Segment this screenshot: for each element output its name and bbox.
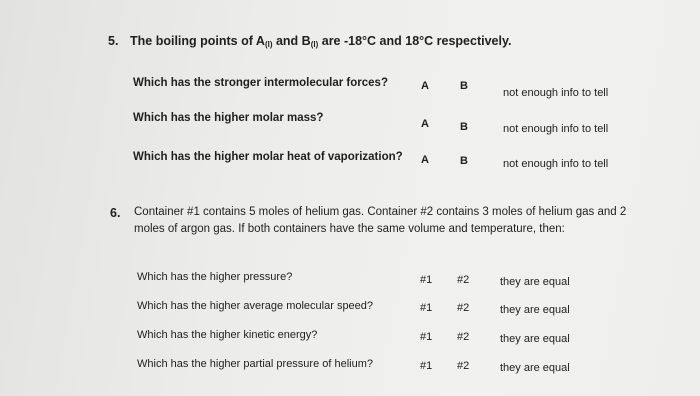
q5-row-1-option-a[interactable]: A (421, 80, 429, 92)
q6-row-2-option-equal[interactable]: they are equal (500, 304, 570, 316)
subscript-a: (l) (264, 40, 273, 49)
q6-row-4-option-2[interactable]: #2 (457, 360, 470, 372)
q5-row-1-question: Which has the stronger intermolecular forces? (133, 77, 388, 89)
q6-row-1-question: Which has the higher pressure? (137, 271, 293, 283)
q5-row-2-option-a[interactable]: A (421, 118, 429, 130)
q5-row-3-option-c[interactable]: not enough info to tell (503, 158, 609, 170)
q6-row-3-option-equal[interactable]: they are equal (500, 333, 570, 345)
q6-row-4-question: Which has the higher partial pressure of helium? (137, 358, 374, 370)
q6-row-3-option-2[interactable]: #2 (457, 331, 470, 343)
question-6-prompt-line-2: moles of argon gas. If both containers have the same volume and temperature, then: (134, 223, 565, 235)
q6-row-1-option-equal[interactable]: they are equal (500, 276, 570, 288)
q6-row-4-option-equal[interactable]: they are equal (500, 362, 570, 374)
q5-row-2-option-c[interactable]: not enough info to tell (503, 123, 609, 135)
q5-row-1-option-b[interactable]: B (460, 80, 468, 92)
q6-row-3-question: Which has the higher kinetic energy? (137, 329, 318, 341)
question-5-number: 5. (108, 34, 119, 48)
q6-row-4-option-1[interactable]: #1 (420, 360, 433, 372)
q6-row-2-option-1[interactable]: #1 (420, 302, 433, 314)
prompt-part-a: The boiling points of A (130, 34, 265, 48)
q6-row-3-option-1[interactable]: #1 (420, 331, 433, 343)
question-6-prompt-line-1: Container #1 contains 5 moles of helium gas. Container #2 contains 3 moles of helium gas and 2 (134, 206, 627, 218)
q5-row-3-option-b[interactable]: B (460, 155, 468, 167)
q6-row-1-option-1[interactable]: #1 (420, 274, 433, 286)
q6-row-1-option-2[interactable]: #2 (457, 274, 470, 286)
q5-row-2-question: Which has the higher molar mass? (133, 112, 324, 124)
q5-row-2-option-b[interactable]: B (460, 121, 468, 133)
prompt-part-and: and B (272, 34, 311, 48)
q5-row-3-question: Which has the higher molar heat of vaporization? (133, 151, 403, 163)
q6-row-2-option-2[interactable]: #2 (457, 302, 470, 314)
question-6-number: 6. (110, 206, 121, 220)
question-5-prompt (130, 34, 511, 49)
q6-row-2-question: Which has the higher average molecular speed? (137, 300, 374, 312)
q5-row-1-option-c[interactable]: not enough info to tell (503, 87, 609, 99)
subscript-b: (l) (310, 40, 319, 49)
prompt-part-rest: are -18°C and 18°C respectively. (318, 34, 512, 48)
q5-row-3-option-a[interactable]: A (421, 154, 429, 166)
